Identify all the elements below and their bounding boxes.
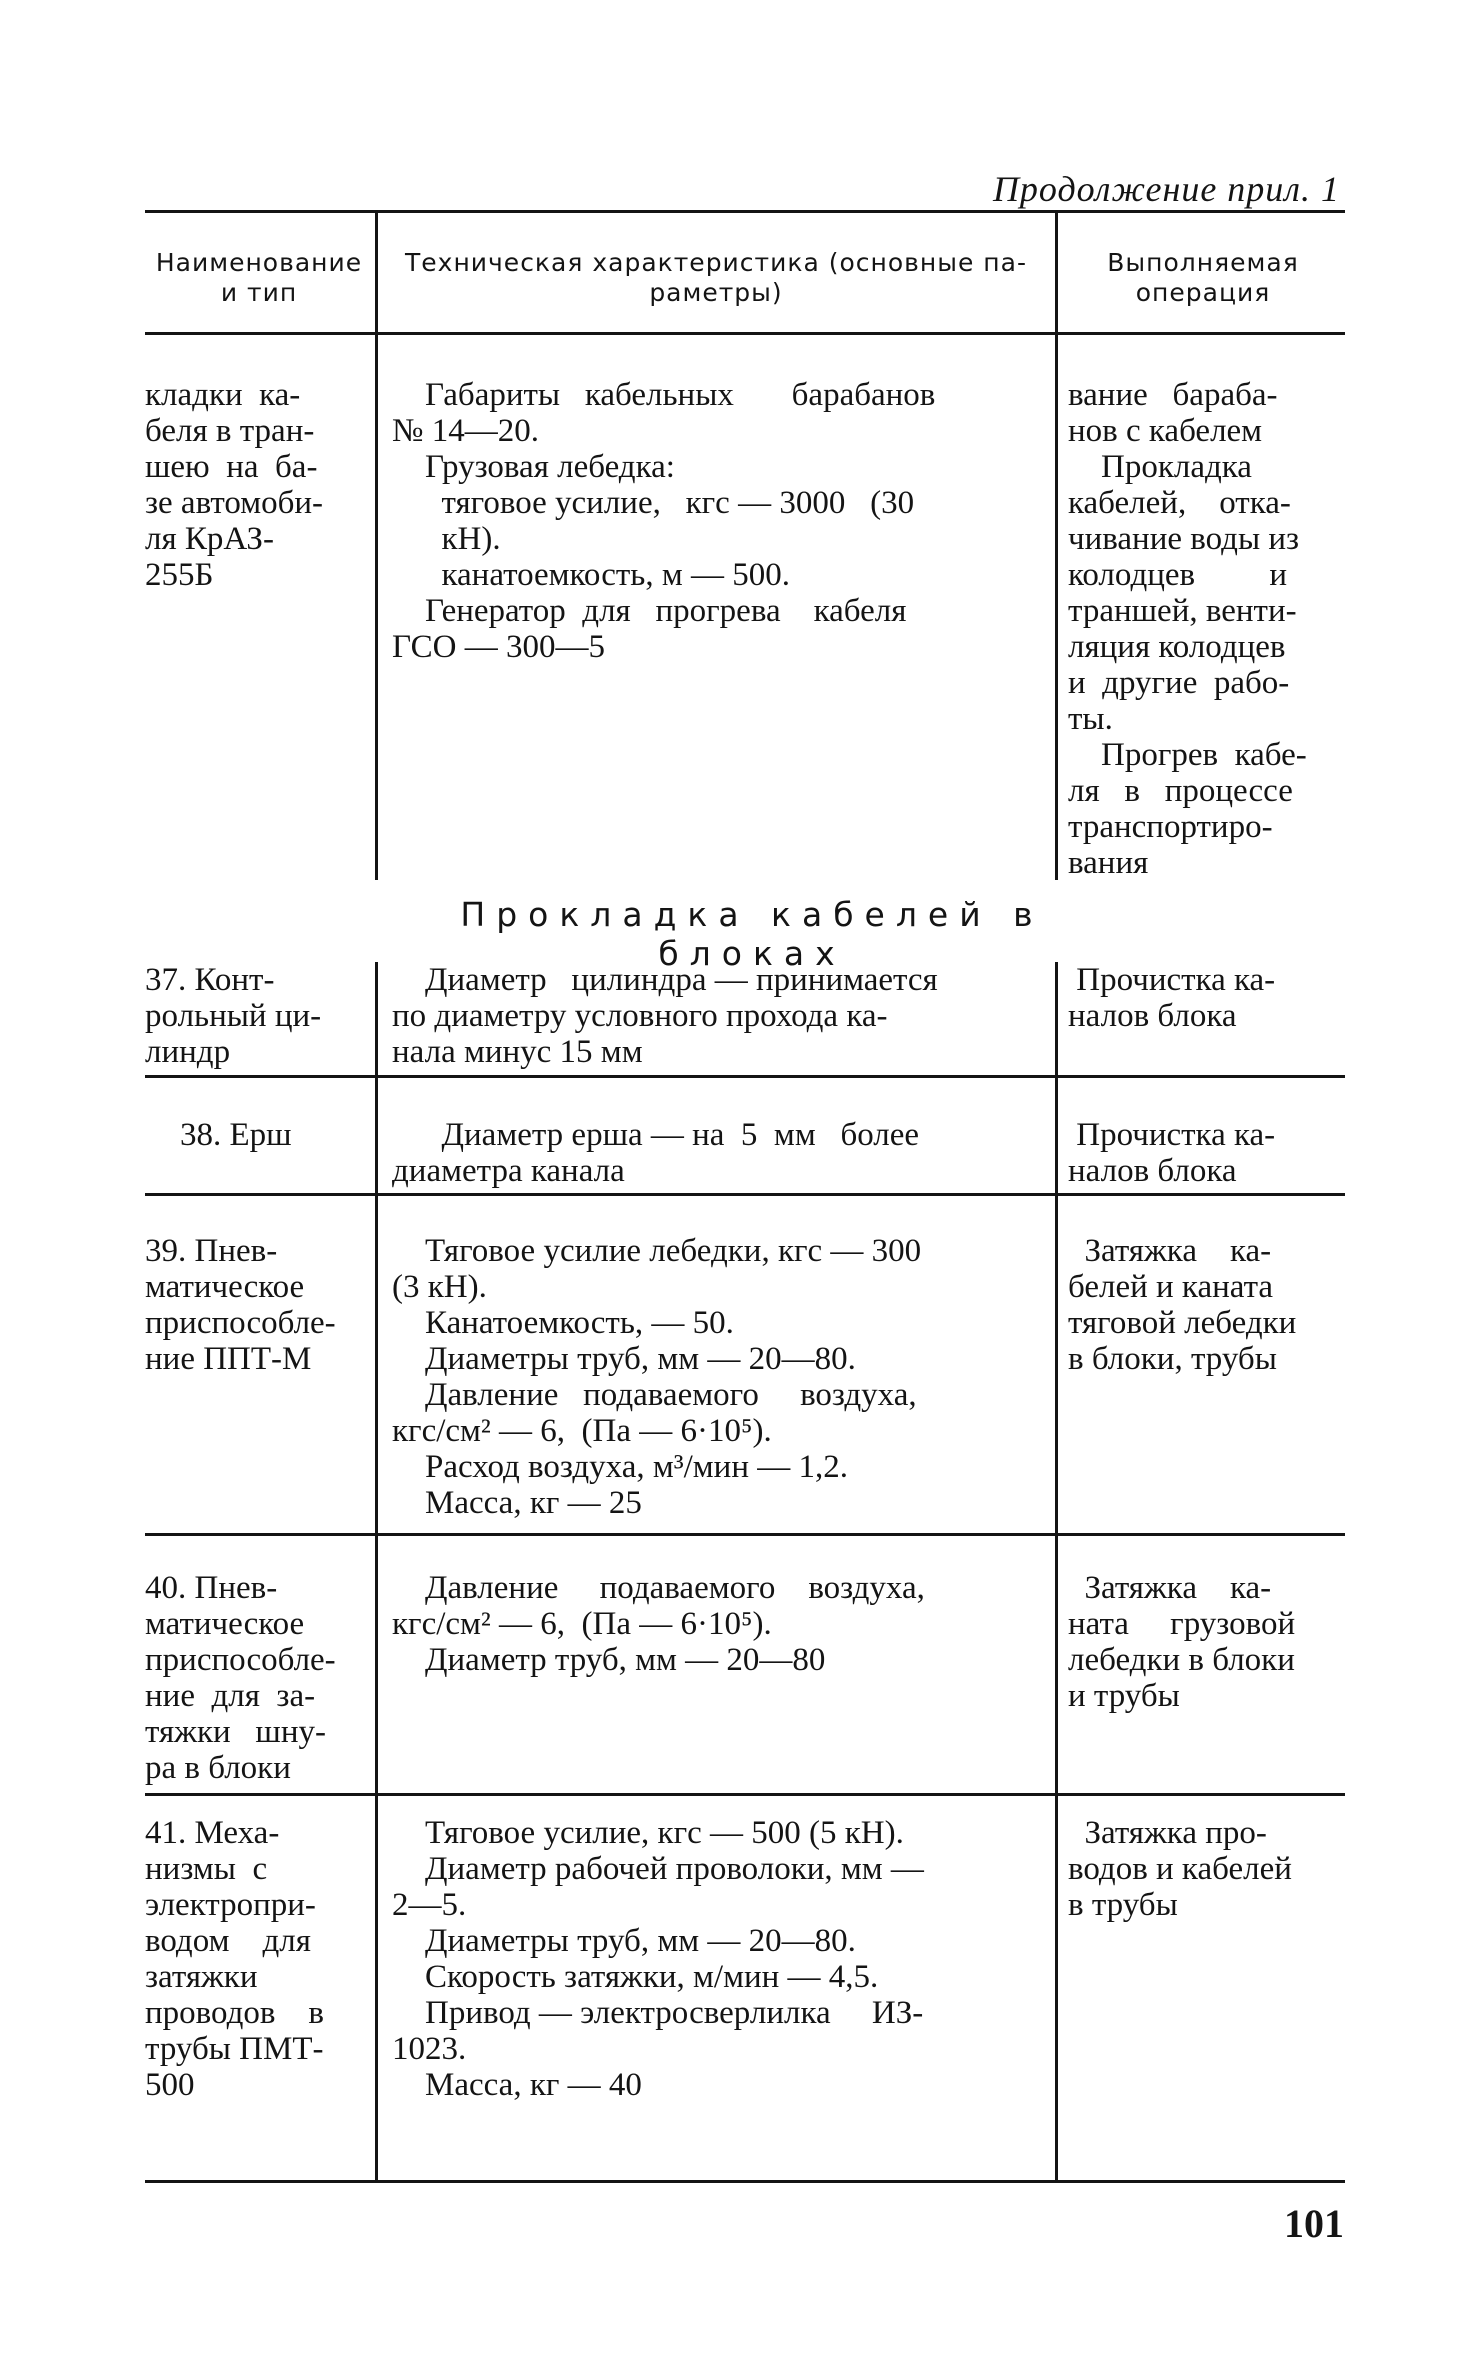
column-divider-1 xyxy=(375,210,378,880)
row-37-name: 37. Конт- рольный ци- линдр xyxy=(145,962,322,1070)
row-37-operation: Прочистка ка- налов блока xyxy=(1068,962,1276,1034)
column-divider-2-lower xyxy=(1055,962,1058,2180)
continuation-caption: Продолжение прил. 1 xyxy=(992,169,1340,209)
row-top-operation: вание бараба- нов с кабелем Прокладка кабелей, отка- чивание воды из колодцев и траншей, венти- ляция колодцев и другие рабо- ты. Прогрев кабе- ля в процессе транспортиро- вания xyxy=(1068,377,1307,881)
row-38-operation: Прочистка ка- налов блока xyxy=(1068,1117,1276,1189)
header-operation: Выполняемая операция xyxy=(1107,248,1299,307)
row-40-operation: Затяжка ка- ната грузовой лебедки в блоки и трубы xyxy=(1068,1570,1296,1714)
row-41-specs: Тяговое усилие, кгс — 500 (5 кН). Диаметр рабочей проволоки, мм — 2—5. Диаметры труб, мм — 20—80. Скорость затяжки, м/мин — 4,5. Привод — электросверлилка ИЗ- 1023. Масса, кг — 40 xyxy=(392,1815,924,2103)
row38-bottom-rule xyxy=(145,1193,1345,1196)
row39-bottom-rule xyxy=(145,1533,1345,1536)
row-38-specs: Диаметр ерша — на 5 мм более диаметра канала xyxy=(392,1117,920,1189)
row-41-name: 41. Меха- низмы с электропри- водом для затяжки проводов в трубы ПМТ- 500 xyxy=(145,1815,325,2103)
section-title: Прокладка кабелей в блоках xyxy=(460,895,1044,973)
column-divider-2 xyxy=(1055,210,1058,880)
header-specs: Техническая характеристика (основные па- раметры) xyxy=(405,248,1027,307)
row-top-specs: Габариты кабельных барабанов № 14—20. Грузовая лебедка: тяговое усилие, кгс — 3000 (30 кН). канатоемкость, м — 500. Генератор для прогрева кабеля ГСО — 300—5 xyxy=(392,377,936,665)
row-39-operation: Затяжка ка- белей и каната тяговой лебедки в блоки, трубы xyxy=(1068,1233,1297,1377)
row37-bottom-rule xyxy=(145,1075,1345,1078)
row-38-name: 38. Ерш xyxy=(180,1117,292,1153)
column-divider-1-lower xyxy=(375,962,378,2180)
row-top-name: кладки ка- беля в тран- шею на ба- зе автомоби- ля КрАЗ- 255Б xyxy=(145,377,324,593)
row-37-specs: Диаметр цилиндра — принимается по диаметру условного прохода ка- нала минус 15 мм xyxy=(392,962,938,1070)
row-40-specs: Давление подаваемого воздуха, кгс/см² — 6, (Па — 6·10⁵). Диаметр труб, мм — 20—80 xyxy=(392,1570,925,1678)
row-39-name: 39. Пнев- матическое приспособле- ние ППТ-М xyxy=(145,1233,336,1377)
table-top-rule xyxy=(145,210,1345,213)
page-number: 101 xyxy=(1284,2201,1344,2246)
header-name: Наименование и тип xyxy=(155,248,363,307)
table-bottom-rule xyxy=(145,2180,1345,2183)
row-40-name: 40. Пнев- матическое приспособле- ние для за- тяжки шну- ра в блоки xyxy=(145,1570,336,1786)
row40-bottom-rule xyxy=(145,1793,1345,1796)
row-39-specs: Тяговое усилие лебедки, кгс — 300 (3 кН). Канатоемкость, — 50. Диаметры труб, мм — 20—80. Давление подаваемого воздуха, кгс/см² — 6, (Па — 6·10⁵). Расход воздуха, м³/мин — 1,2. Масса, кг — 25 xyxy=(392,1233,922,1521)
header-bottom-rule xyxy=(145,332,1345,335)
row-41-operation: Затяжка про- водов и кабелей в трубы xyxy=(1068,1815,1292,1923)
